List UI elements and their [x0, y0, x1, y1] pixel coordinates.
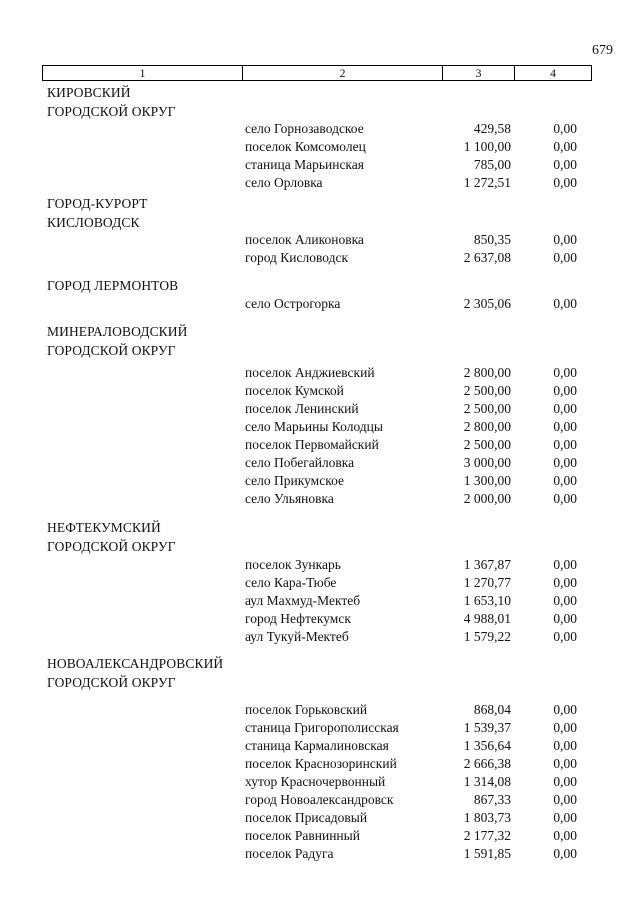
district-name: КИРОВСКИЙ ГОРОДСКОЙ ОКРУГ: [47, 85, 176, 119]
value-col-3: 1 100,00: [463, 139, 511, 154]
value-col-4: 0,00: [553, 383, 577, 398]
value-col-3: 429,58: [473, 121, 511, 136]
value-col-4: 0,00: [553, 157, 577, 172]
settlement-name: город Новоалександровск: [245, 792, 394, 807]
header-col-3: 3: [443, 66, 515, 80]
settlement-name: город Нефтекумск: [245, 611, 351, 626]
table-row: [0, 400, 639, 418]
table-row: [0, 249, 639, 267]
table-row: [0, 628, 639, 646]
settlement-name: город Кисловодск: [245, 250, 349, 265]
table-row: [0, 773, 639, 791]
header-col-1: 1: [43, 66, 243, 80]
settlement-name: станица Кармалиновская: [245, 738, 389, 753]
value-col-3: 3 000,00: [463, 455, 511, 470]
table-row: [0, 364, 639, 382]
table-row: [0, 592, 639, 610]
table-row: [0, 295, 639, 313]
page-number: 679: [592, 43, 613, 58]
table-row: [0, 610, 639, 628]
settlement-name: село Побегайловка: [245, 455, 355, 470]
settlement-name: поселок Ленинский: [245, 401, 359, 416]
table-row: [0, 701, 639, 719]
value-col-3: 1 356,64: [463, 738, 511, 753]
settlement-name: поселок Присадовый: [245, 810, 368, 825]
value-col-3: 2 500,00: [463, 437, 511, 452]
value-col-3: 2 800,00: [463, 365, 511, 380]
value-col-4: 0,00: [553, 365, 577, 380]
table-row: [0, 556, 639, 574]
table-row: [0, 418, 639, 436]
table-row: [0, 436, 639, 454]
value-col-3: 2 305,06: [463, 296, 511, 311]
value-col-4: 0,00: [553, 121, 577, 136]
settlement-name: поселок Анджиевский: [245, 365, 375, 380]
table-row: [0, 382, 639, 400]
value-col-4: 0,00: [553, 810, 577, 825]
value-col-4: 0,00: [553, 232, 577, 247]
district-name: НЕФТЕКУМСКИЙ ГОРОДСКОЙ ОКРУГ: [47, 520, 176, 554]
district-name: ГОРОД ЛЕРМОНТОВ: [47, 278, 179, 293]
value-col-3: 1 803,73: [463, 810, 511, 825]
value-col-3: 1 539,37: [463, 720, 511, 735]
value-col-3: 1 300,00: [463, 473, 511, 488]
table-row: [0, 809, 639, 827]
settlement-name: село Горнозаводское: [245, 121, 364, 136]
district-name: НОВОАЛЕКСАНДРОВСКИЙ ГОРОДСКОЙ ОКРУГ: [47, 656, 224, 690]
value-col-4: 0,00: [553, 756, 577, 771]
value-col-3: 1 653,10: [463, 593, 511, 608]
value-col-3: 785,00: [473, 157, 511, 172]
table-row: [0, 827, 639, 845]
settlement-name: поселок Краснозоринский: [245, 756, 397, 771]
settlement-name: аул Тукуй-Мектеб: [245, 629, 349, 644]
table-row: [0, 737, 639, 755]
settlement-name: поселок Равнинный: [245, 828, 360, 843]
value-col-3: 4 988,01: [463, 611, 511, 626]
value-col-4: 0,00: [553, 738, 577, 753]
settlement-name: село Марьины Колодцы: [245, 419, 383, 434]
settlement-name: поселок Горьковский: [245, 702, 368, 717]
settlement-name: поселок Кумской: [245, 383, 344, 398]
value-col-3: 2 500,00: [463, 401, 511, 416]
value-col-4: 0,00: [553, 774, 577, 789]
value-col-4: 0,00: [553, 720, 577, 735]
value-col-3: 1 314,08: [463, 774, 511, 789]
settlement-name: станица Марьинская: [245, 157, 364, 172]
header-col-4: 4: [550, 66, 556, 80]
value-col-3: 2 800,00: [463, 419, 511, 434]
value-col-4: 0,00: [553, 629, 577, 644]
value-col-4: 0,00: [553, 792, 577, 807]
settlement-name: поселок Аликоновка: [245, 232, 364, 247]
value-col-4: 0,00: [553, 455, 577, 470]
header-col-2: 2: [243, 66, 443, 80]
value-col-4: 0,00: [553, 828, 577, 843]
settlement-name: поселок Первомайский: [245, 437, 379, 452]
settlement-name: станица Григорополисская: [245, 720, 399, 735]
value-col-4: 0,00: [553, 419, 577, 434]
district-name: ГОРОД-КУРОРТ КИСЛОВОДСК: [47, 196, 148, 230]
value-col-4: 0,00: [553, 250, 577, 265]
settlement-name: поселок Комсомолец: [245, 139, 366, 154]
value-col-4: 0,00: [553, 139, 577, 154]
value-col-3: 867,33: [473, 792, 511, 807]
settlement-name: аул Махмуд-Мектеб: [245, 593, 361, 608]
value-col-4: 0,00: [553, 593, 577, 608]
value-col-3: 1 579,22: [463, 629, 511, 644]
value-col-3: 2 500,00: [463, 383, 511, 398]
value-col-4: 0,00: [553, 702, 577, 717]
settlement-name: село Орловка: [245, 175, 323, 190]
table-row: [0, 174, 639, 192]
district-name: МИНЕРАЛОВОДСКИЙ ГОРОДСКОЙ ОКРУГ: [47, 324, 188, 358]
settlement-name: поселок Зункарь: [245, 557, 341, 572]
settlement-name: село Острогорка: [245, 296, 341, 311]
settlement-name: поселок Радуга: [245, 846, 334, 861]
table-row: [0, 120, 639, 138]
table-row: [0, 490, 639, 508]
table-row: [0, 755, 639, 773]
table-row: [0, 472, 639, 490]
value-col-4: 0,00: [553, 557, 577, 572]
value-col-3: 1 591,85: [463, 846, 511, 861]
value-col-3: 2 177,32: [463, 828, 511, 843]
settlement-name: село Кара-Тюбе: [245, 575, 337, 590]
value-col-3: 2 637,08: [463, 250, 511, 265]
table-row: [0, 791, 639, 809]
value-col-3: 1 367,87: [463, 557, 511, 572]
table-row: [0, 138, 639, 156]
table-row: [0, 845, 639, 863]
value-col-3: 868,04: [473, 702, 511, 717]
value-col-4: 0,00: [553, 846, 577, 861]
value-col-3: 1 270,77: [463, 575, 511, 590]
table-row: [0, 574, 639, 592]
value-col-4: 0,00: [553, 401, 577, 416]
value-col-4: 0,00: [553, 611, 577, 626]
table-row: [0, 454, 639, 472]
settlement-name: село Прикумское: [245, 473, 344, 488]
settlement-name: хутор Красночервонный: [245, 774, 386, 789]
value-col-3: 2 666,38: [463, 756, 511, 771]
value-col-4: 0,00: [553, 437, 577, 452]
value-col-3: 850,35: [473, 232, 511, 247]
value-col-4: 0,00: [553, 296, 577, 311]
value-col-4: 0,00: [553, 473, 577, 488]
value-col-3: 2 000,00: [463, 491, 511, 506]
table-row: [0, 719, 639, 737]
table-row: [0, 156, 639, 174]
value-col-3: 1 272,51: [463, 175, 511, 190]
table-header: [42, 65, 592, 81]
table-row: [0, 231, 639, 249]
value-col-4: 0,00: [553, 575, 577, 590]
value-col-4: 0,00: [553, 491, 577, 506]
settlement-name: село Ульяновка: [245, 491, 334, 506]
value-col-4: 0,00: [553, 175, 577, 190]
